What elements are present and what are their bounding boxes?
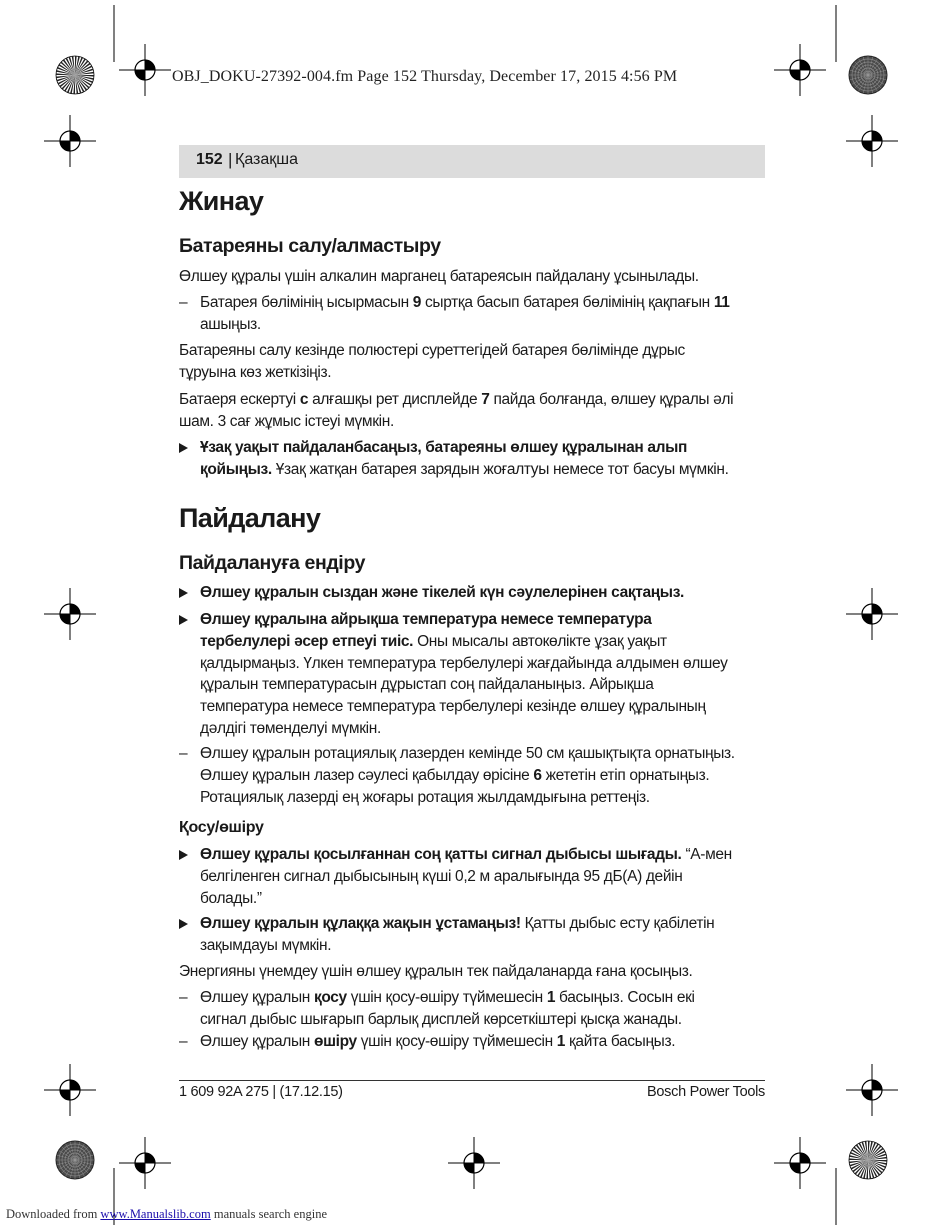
starburst-mark: [56, 56, 94, 94]
frame-header: OBJ_DOKU-27392-004.fm Page 152 Thursday, December 17, 2015 4:56 PM: [172, 68, 678, 85]
crosshair-mark: [119, 1137, 171, 1189]
warning-item: Ұзақ уақыт пайдаланбасаңыз, батареяны өлшеу құралынан алып қойыңыз. Ұзақ жатқан батарея зарядын жоғалтуы немесе тот басуы мүмкін.: [179, 437, 769, 481]
list-item: – Өлшеу құралын өшіру үшін қосу-өшіру түймешесін 1 қайта басыңыз.: [179, 1031, 769, 1053]
list-item: – Өлшеу құралын ротациялық лазерден кемінде 50 см қашықтықта орнатыңыз. Өлшеу құралын лазер сәулесі қабылдау өрісіне 6 жететін етіп орнатыңыз. Ротациялық лазерді ең жоғары ротация жылдамдығына реттеңіз.: [179, 745, 735, 806]
paragraph: Батареяны салу кезінде полюстері суреттегідей батарея бөлімінде дұрыс тұруына көз жеткізіңіз.: [179, 342, 685, 381]
crosshair-mark: [846, 115, 898, 167]
list-item: – Өлшеу құралын қосу үшін қосу-өшіру түймешесін 1 басыңыз. Сосын екі сигнал дыбыс шығарып барлық дисплей көрсеткіштері қысқа жанады.: [179, 989, 695, 1028]
warning-item: Өлшеу құралын сыздан және тікелей күн сәулелерінен сақтаңыз.: [179, 582, 769, 604]
arrow-marker-icon: [179, 913, 193, 936]
crosshair-mark: [774, 1137, 826, 1189]
footer-brand: Bosch Power Tools: [647, 1084, 765, 1100]
dash-marker: –: [179, 1033, 188, 1050]
color-dial-mark: [849, 56, 887, 94]
page-language: Қазақша: [235, 151, 299, 168]
dash-marker: –: [179, 989, 188, 1006]
subheading-startup: Пайдалануға ендіру: [179, 552, 366, 574]
color-dial-mark: [56, 1141, 94, 1179]
paragraph: Энергияны үнемдеу үшін өлшеу құралын тек пайдаланарда ғана қосыңыз.: [179, 963, 693, 980]
warning-item: Өлшеу құралын құлаққа жақын ұстамаңыз! Қатты дыбыс есту қабілетін зақымдауы мүмкін.: [179, 913, 769, 957]
warning-item: Өлшеу құралы қосылғаннан соң қатты сигнал дыбысы шығады. “А-мен белгіленген сигнал дыбысының күші 0,2 м аралығында 95 дБ(А) дейін болады.”: [179, 844, 769, 909]
section-heading-assembly: Жинау: [179, 186, 264, 216]
crosshair-mark: [44, 1064, 96, 1116]
crosshair-mark: [774, 44, 826, 96]
footer-doc-number: 1 609 92A 275 | (17.12.15): [179, 1084, 343, 1100]
list-item: – Батарея бөлімінің ысырмасын 9 сыртқа басып батарея бөлімінің қақпағын 11 ашыңыз.: [179, 294, 730, 333]
arrow-marker-icon: [179, 582, 193, 605]
crosshair-mark: [119, 44, 171, 96]
subheading-onoff: Қосу/өшіру: [179, 819, 264, 836]
header-separator: |: [228, 150, 233, 169]
crosshair-mark: [448, 1137, 500, 1189]
arrow-marker-icon: [179, 437, 193, 460]
dash-marker: –: [179, 745, 188, 762]
page-number: 152: [196, 151, 223, 168]
footer-rule: [179, 1080, 765, 1081]
warning-item: Өлшеу құралына айрықша температура немесе температура тербелулері әсер етпеуі тиіс. Оны мысалы автокөлікте ұзақ уақыт қалдырмаңыз. Үлкен температура тербелулері жағдайында алдымен өлшеу құралын температурасын дұрыстап соң пайдаланыңыз. Айрықша температура немесе температура тербелулері кезінде өлшеу құралының дәлдігі төменделуі мүмкін.: [179, 609, 769, 740]
crosshair-mark: [44, 588, 96, 640]
download-notice: Downloaded from www.Manualslib.com manuals search engine: [6, 1207, 327, 1221]
crosshair-mark: [846, 588, 898, 640]
dash-marker: –: [179, 294, 188, 311]
crosshair-mark: [44, 115, 96, 167]
manualslib-link[interactable]: www.Manualslib.com: [100, 1207, 211, 1221]
starburst-mark: [849, 1141, 887, 1179]
crosshair-mark: [846, 1064, 898, 1116]
page-header-bar: [179, 145, 765, 178]
section-heading-operation: Пайдалану: [179, 503, 321, 533]
paragraph: Өлшеу құралы үшін алкалин марганец батареясын пайдалану ұсынылады.: [179, 268, 699, 285]
paragraph: Батаеря ескертуі c алғашқы рет дисплейде 7 пайда болғанда, өлшеу құралы әлі шам. 3 сағ жұмыс істеуі мүмкін.: [179, 391, 734, 430]
arrow-marker-icon: [179, 609, 193, 632]
subheading-battery: Батареяны салу/алмастыру: [179, 235, 441, 257]
arrow-marker-icon: [179, 844, 193, 867]
